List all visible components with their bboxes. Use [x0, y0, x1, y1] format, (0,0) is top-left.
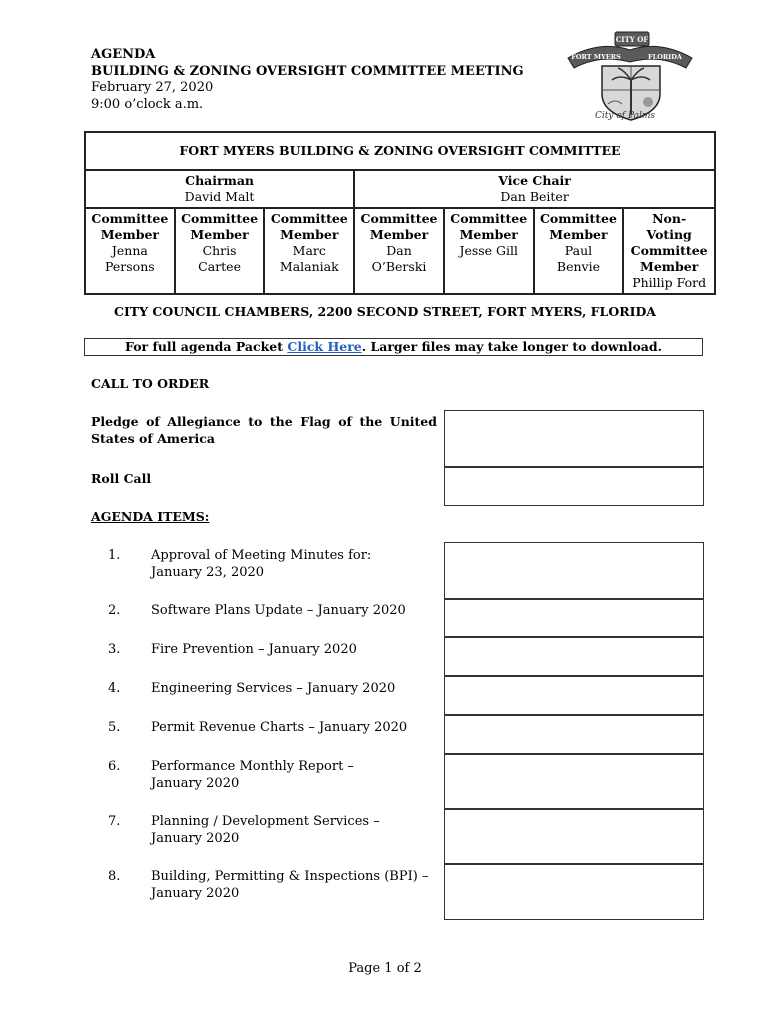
notes-box: [444, 675, 704, 716]
chairman-label: Chairman: [185, 173, 255, 188]
member-role: Committee: [450, 211, 528, 226]
agenda-item-date: January 2020: [151, 886, 240, 901]
logo-banner-top: CITY OF: [615, 35, 649, 44]
member-role: Member: [549, 227, 608, 242]
member-role: Committee: [539, 211, 617, 226]
member-cell: [534, 208, 624, 294]
agenda-item: [151, 758, 437, 792]
notes-box: [444, 863, 704, 920]
member-name: Benvie: [556, 259, 600, 274]
agenda-item: [151, 813, 437, 847]
member-name: O’Berski: [371, 259, 427, 274]
notes-box: [444, 636, 704, 677]
chairman-name: David Malt: [184, 189, 255, 204]
notes-box: [444, 542, 704, 600]
page-number: Page 1 of 2: [348, 961, 422, 976]
member-name: Paul: [564, 243, 593, 258]
agenda-item: Software Plans Update – January 2020: [151, 603, 406, 618]
logo-caption: City of Palms: [595, 111, 655, 121]
agenda-packet-notice: [84, 338, 703, 356]
member-role: Member: [190, 227, 249, 242]
roll-call-item: Roll Call: [91, 471, 152, 486]
item-number: 3.: [108, 642, 121, 657]
packet-text: For full agenda Packet: [125, 339, 288, 354]
logo-banner-right: FLORIDA: [648, 53, 682, 61]
member-role: Committee: [181, 211, 259, 226]
member-role: Committee: [91, 211, 169, 226]
member-role: Committee: [270, 211, 348, 226]
agenda-item: [151, 547, 437, 581]
item-number: 7.: [108, 814, 121, 829]
agenda-item-text: Performance Monthly Report –: [151, 759, 354, 774]
agenda-item-date: January 2020: [151, 831, 240, 846]
vice-chair-name: Dan Beiter: [500, 189, 569, 204]
agenda-item-text: Planning / Development Services –: [151, 814, 380, 829]
notes-box: [444, 466, 704, 506]
chairman-cell: [85, 170, 354, 208]
member-role: Voting: [646, 227, 692, 242]
member-role: Member: [280, 227, 339, 242]
member-name: Dan: [386, 243, 412, 258]
agenda-items-heading: AGENDA ITEMS:: [91, 509, 210, 524]
member-name: Jenna: [111, 243, 148, 258]
member-cell: [264, 208, 354, 294]
notes-box: [444, 753, 704, 810]
header-agenda: AGENDA: [91, 47, 156, 62]
item-number: 1.: [108, 548, 121, 563]
vice-chair-label: Vice Chair: [498, 173, 571, 188]
member-cell: [85, 208, 175, 294]
agenda-item-text: Approval of Meeting Minutes for:: [151, 548, 372, 563]
pledge-item: Pledge of Allegiance to the Flag of the United States of America: [91, 414, 437, 446]
member-role: Committee: [360, 211, 438, 226]
member-role: Committee: [630, 243, 708, 258]
logo-banner-left: FORT MYERS: [571, 53, 621, 61]
call-to-order-heading: CALL TO ORDER: [91, 376, 210, 391]
agenda-item: Fire Prevention – January 2020: [151, 642, 357, 657]
notes-box: [444, 598, 704, 638]
notes-box: [444, 410, 704, 468]
header-meeting-title: BUILDING & ZONING OVERSIGHT COMMITTEE MEETING: [91, 63, 524, 79]
click-here-link[interactable]: Click Here: [287, 339, 362, 354]
member-name: Marc: [292, 243, 326, 258]
meeting-location: CITY COUNCIL CHAMBERS, 2200 SECOND STREET, FORT MYERS, FLORIDA: [114, 304, 656, 319]
nonvoting-member-cell: [623, 208, 715, 294]
item-number: 8.: [108, 869, 121, 884]
member-role: Non-: [652, 211, 687, 226]
agenda-item: [151, 868, 437, 902]
member-name: Phillip Ford: [632, 275, 707, 290]
committee-table: [84, 131, 716, 295]
agenda-item: Engineering Services – January 2020: [151, 681, 396, 696]
committee-title: FORT MYERS BUILDING & ZONING OVERSIGHT COMMITTEE: [85, 132, 715, 170]
header-date: February 27, 2020: [91, 80, 214, 95]
member-role: Member: [459, 227, 518, 242]
member-role: Member: [100, 227, 159, 242]
packet-text-after: . Larger files may take longer to download.: [361, 339, 662, 354]
member-name: Cartee: [198, 259, 241, 274]
agenda-item: Permit Revenue Charts – January 2020: [151, 720, 408, 735]
member-name: Chris: [202, 243, 237, 258]
member-name: Malaniak: [279, 259, 339, 274]
item-number: 2.: [108, 603, 121, 618]
header-time: 9:00 o’clock a.m.: [91, 96, 204, 112]
document-header: [91, 47, 524, 113]
notes-box: [444, 714, 704, 755]
agenda-item-date: January 23, 2020: [151, 565, 265, 580]
item-number: 4.: [108, 681, 121, 696]
item-number: 5.: [108, 720, 121, 735]
member-cell: [175, 208, 265, 294]
vice-chair-cell: [354, 170, 715, 208]
member-name: Jesse Gill: [459, 243, 519, 258]
agenda-item-text: Building, Permitting & Inspections (BPI) –: [151, 869, 429, 884]
member-cell: [444, 208, 534, 294]
agenda-item-date: January 2020: [151, 776, 240, 791]
notes-box: [444, 808, 704, 865]
member-role: Member: [369, 227, 429, 242]
member-cell: [354, 208, 444, 294]
member-role: Member: [640, 259, 699, 274]
member-name: Persons: [105, 259, 155, 274]
item-number: 6.: [108, 759, 121, 774]
